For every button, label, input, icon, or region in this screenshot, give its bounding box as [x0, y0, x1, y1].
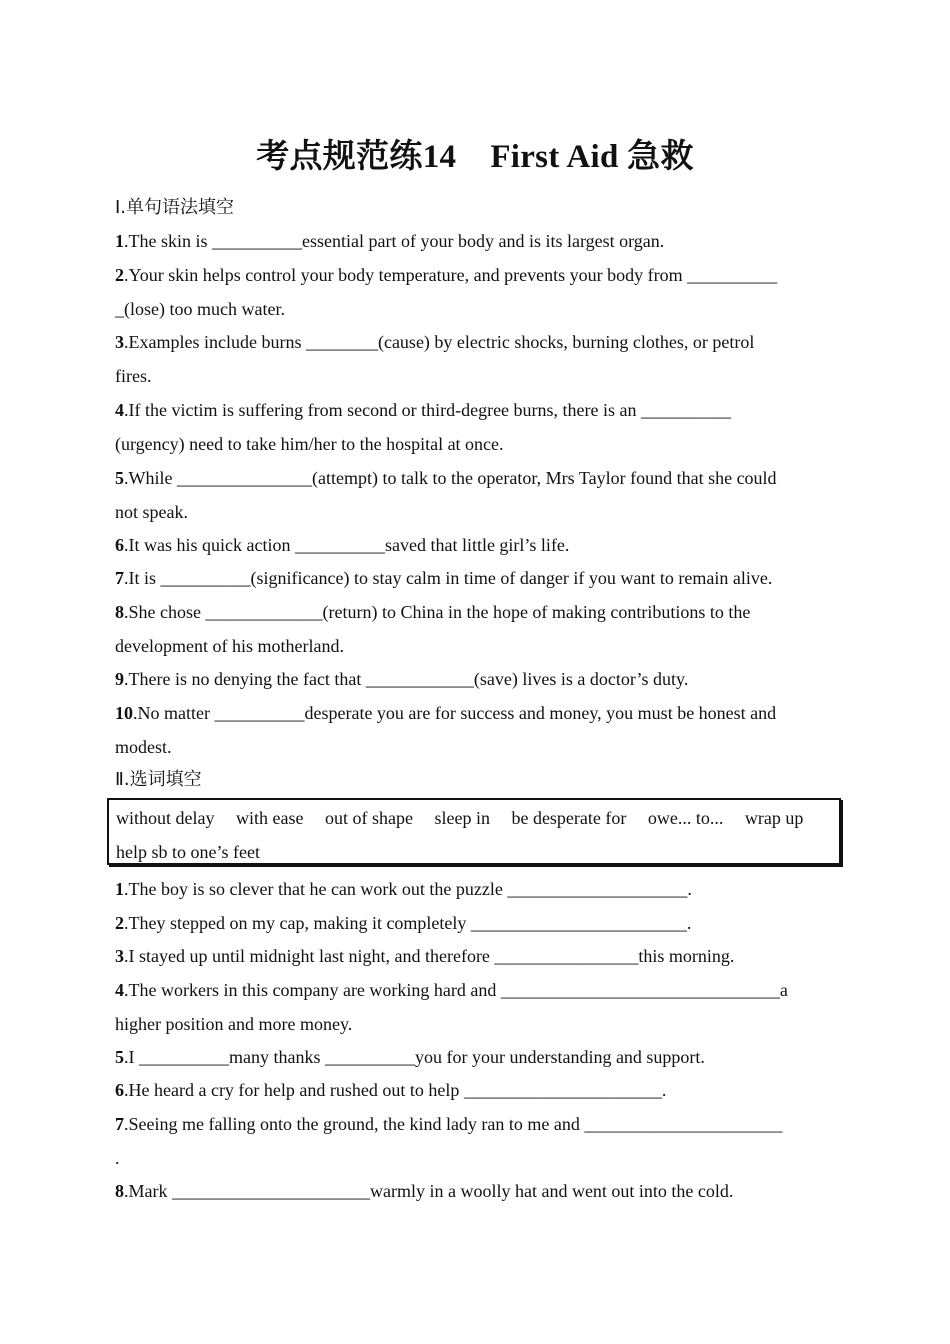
question-line: 3.Examples include burns ________(cause) by electric shocks, burning clothes, or petrol — [115, 332, 755, 352]
question-line-cont: _(lose) too much water. — [115, 299, 285, 319]
question-line: 7.Seeing me falling onto the ground, the kind lady ran to me and ______________________ — [115, 1114, 783, 1134]
question-line: 4.If the victim is suffering from second or third-degree burns, there is an __________ — [115, 400, 732, 420]
word-bank-phrase: wrap up — [744, 808, 804, 828]
title-number: 14 — [422, 139, 457, 175]
word-bank-phrase: be desperate for — [511, 808, 627, 828]
question-line-cont: higher position and more money. — [115, 1014, 353, 1034]
section2-heading: Ⅱ.选词填空 — [115, 769, 202, 790]
title-cn-suffix: 急救 — [627, 139, 694, 175]
word-bank-phrase: help sb to one’s feet — [116, 842, 260, 862]
question-line-cont: modest. — [115, 737, 172, 757]
question-line-cont: . — [115, 1148, 120, 1168]
question-line: 6.It was his quick action __________saved that little girl’s life. — [115, 535, 570, 555]
word-bank-phrase: without delay — [116, 808, 215, 828]
question-line: 5.While _______________(attempt) to talk to the operator, Mrs Taylor found that she could — [115, 468, 777, 488]
question-line: 2.Your skin helps control your body temperature, and prevents your body from __________ — [115, 265, 778, 285]
question-line: 2.They stepped on my cap, making it completely ________________________. — [115, 913, 692, 933]
word-bank-phrase: out of shape — [324, 808, 413, 828]
question-line-cont: not speak. — [115, 502, 188, 522]
word-bank-box — [107, 798, 841, 865]
question-line: 3.I stayed up until midnight last night, and therefore ________________this morning. — [115, 946, 735, 966]
question-line: 8.She chose _____________(return) to China in the hope of making contributions to the — [115, 602, 751, 622]
question-line: 1.The skin is __________essential part of your body and is its largest organ. — [115, 231, 665, 251]
word-bank-phrase: sleep in — [434, 808, 490, 828]
question-line: 8.Mark ______________________warmly in a woolly hat and went out into the cold. — [115, 1181, 734, 1201]
question-line-cont: development of his motherland. — [115, 636, 344, 656]
question-line: 5.I __________many thanks __________you for your understanding and support. — [115, 1047, 705, 1067]
section1-heading: Ⅰ.单句语法填空 — [115, 197, 235, 218]
question-line: 10.No matter __________desperate you are for success and money, you must be honest and — [115, 703, 777, 723]
question-line: 4.The workers in this company are working hard and _______________________________a — [115, 980, 788, 1000]
word-bank-phrase: owe... to... — [647, 808, 724, 828]
question-line-cont: (urgency) need to take him/her to the hospital at once. — [115, 434, 504, 454]
question-line: 6.He heard a cry for help and rushed out to help ______________________. — [115, 1080, 667, 1100]
title-en: First Aid — [490, 139, 619, 175]
question-line: 1.The boy is so clever that he can work out the puzzle ____________________. — [115, 879, 692, 899]
word-bank-row — [116, 806, 803, 830]
question-line-cont: fires. — [115, 366, 152, 386]
word-bank-row — [116, 840, 260, 864]
question-line: 9.There is no denying the fact that ____________(save) lives is a doctor’s duty. — [115, 669, 689, 689]
word-bank-phrase: with ease — [235, 808, 304, 828]
title-cn-prefix: 考点规范练 — [256, 139, 423, 175]
page-title — [0, 134, 950, 180]
question-line: 7.It is __________(significance) to stay calm in time of danger if you want to remain alive. — [115, 568, 773, 588]
